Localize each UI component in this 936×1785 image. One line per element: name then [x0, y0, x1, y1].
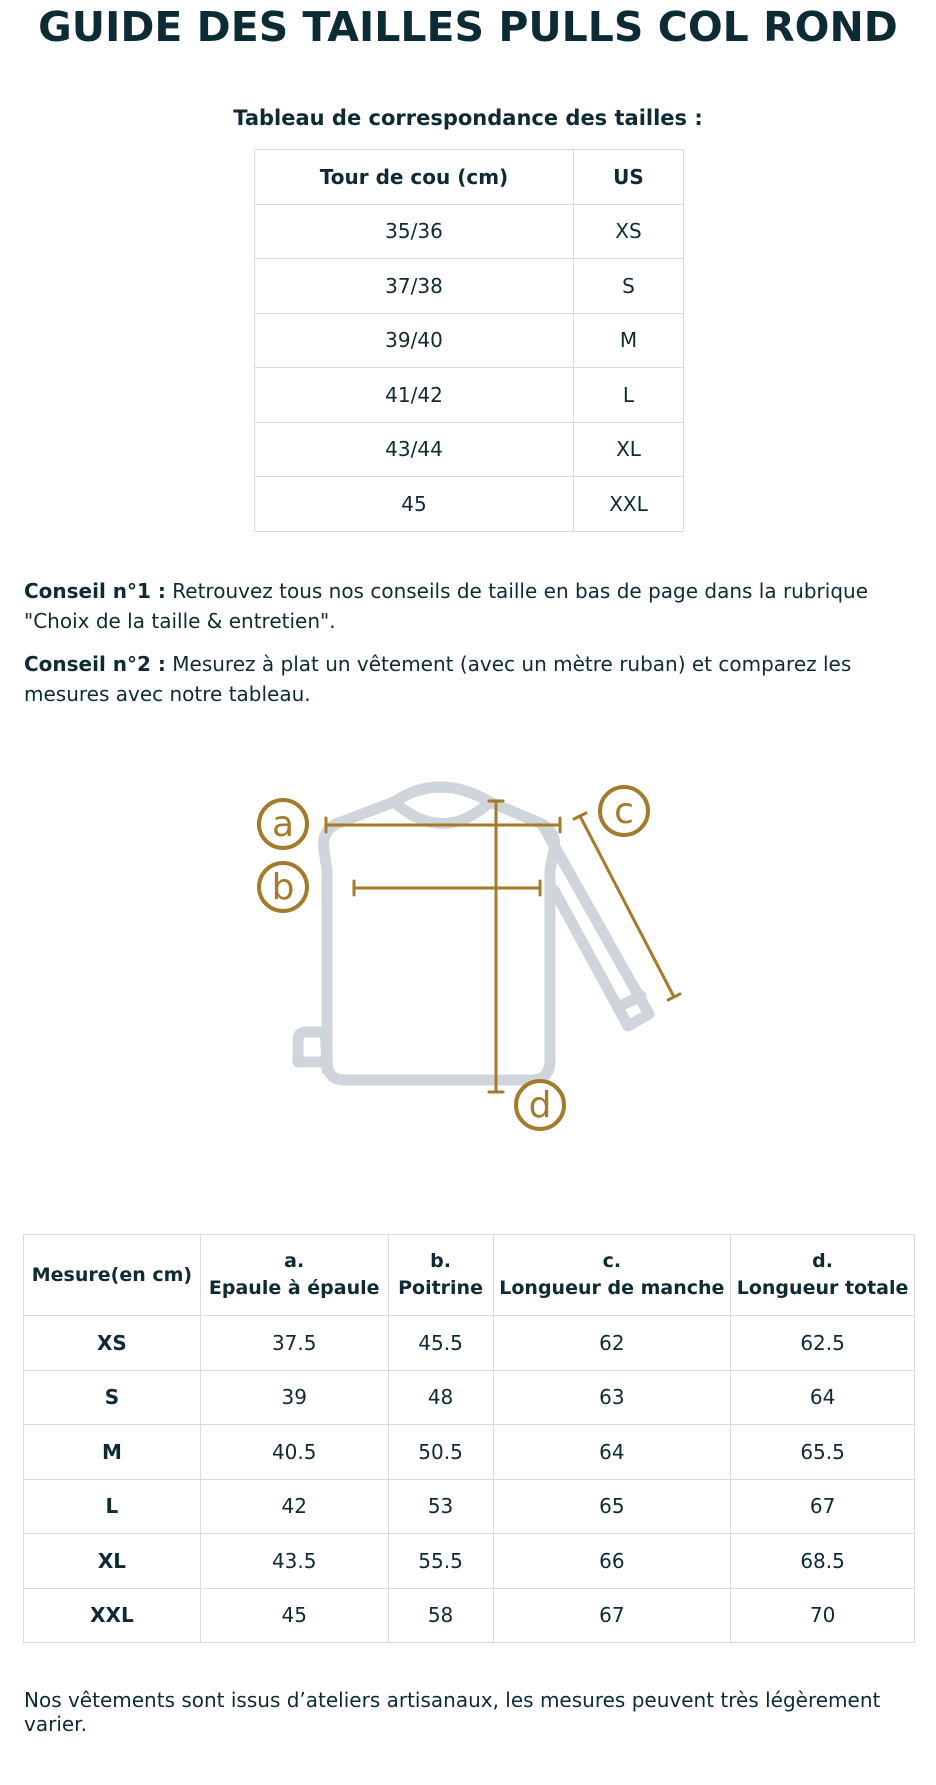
advice-2-label: Conseil n°2 : — [24, 652, 166, 676]
length-cell: 65.5 — [731, 1425, 915, 1480]
marker-b-icon — [259, 863, 307, 911]
table-row — [255, 368, 684, 423]
advice-2 — [24, 649, 914, 709]
header-shoulder: a. Epaule à épaule — [200, 1235, 388, 1316]
length-cell: 70 — [731, 1588, 915, 1643]
marker-c-label: c — [614, 791, 634, 832]
sweater-outline-icon — [298, 787, 649, 1080]
sleeve-cell: 62 — [493, 1316, 731, 1371]
us-value: M — [574, 313, 684, 368]
shoulder-cell: 40.5 — [200, 1425, 388, 1480]
sweater-measurement-diagram — [254, 770, 684, 1140]
table-header-row — [255, 150, 684, 205]
advice-1 — [24, 576, 914, 636]
shoulder-cell: 39 — [200, 1370, 388, 1425]
table-row — [255, 313, 684, 368]
marker-a-icon — [259, 800, 307, 848]
neck-value: 39/40 — [255, 313, 574, 368]
marker-c-icon — [600, 787, 648, 835]
chest-cell: 50.5 — [388, 1425, 493, 1480]
table-row — [24, 1588, 915, 1643]
chest-cell: 53 — [388, 1479, 493, 1534]
neck-value: 37/38 — [255, 259, 574, 314]
table-row — [24, 1316, 915, 1371]
header-neck: Tour de cou (cm) — [255, 150, 574, 205]
size-cell: S — [24, 1370, 201, 1425]
marker-d-icon — [516, 1081, 564, 1129]
size-cell: XS — [24, 1316, 201, 1371]
sleeve-cell: 64 — [493, 1425, 731, 1480]
sleeve-cell: 63 — [493, 1370, 731, 1425]
chest-cell: 58 — [388, 1588, 493, 1643]
size-cell: L — [24, 1479, 201, 1534]
advice-1-label: Conseil n°1 : — [24, 579, 166, 603]
table-row — [255, 422, 684, 477]
table-row — [24, 1534, 915, 1589]
us-value: L — [574, 368, 684, 423]
page-title: GUIDE DES TAILLES PULLS COL ROND — [38, 3, 898, 51]
shoulder-cell: 45 — [200, 1588, 388, 1643]
header-measure: Mesure(en cm) — [24, 1235, 201, 1316]
header-chest: b. Poitrine — [388, 1235, 493, 1316]
length-cell: 62.5 — [731, 1316, 915, 1371]
marker-d-label: d — [528, 1085, 552, 1126]
us-value: XS — [574, 204, 684, 259]
neck-value: 35/36 — [255, 204, 574, 259]
chest-cell: 55.5 — [388, 1534, 493, 1589]
us-value: XL — [574, 422, 684, 477]
correspondence-table — [254, 149, 684, 532]
neck-value: 41/42 — [255, 368, 574, 423]
length-cell: 64 — [731, 1370, 915, 1425]
header-us: US — [574, 150, 684, 205]
size-cell: M — [24, 1425, 201, 1480]
neck-value: 43/44 — [255, 422, 574, 477]
length-cell: 68.5 — [731, 1534, 915, 1589]
chest-cell: 48 — [388, 1370, 493, 1425]
table-row — [255, 204, 684, 259]
shoulder-cell: 43.5 — [200, 1534, 388, 1589]
neck-value: 45 — [255, 477, 574, 532]
footer-note: Nos vêtements sont issus d’ateliers artisanaux, les mesures peuvent très légèrement varier. — [24, 1688, 881, 1736]
table-row — [255, 259, 684, 314]
advice-1-text: Retrouvez tous nos conseils de taille en bas de page dans la rubrique "Choix de la taille & entretien". — [24, 579, 869, 633]
table-row — [24, 1425, 915, 1480]
sleeve-cell: 65 — [493, 1479, 731, 1534]
table-header-row — [24, 1235, 915, 1316]
measurement-table — [23, 1234, 915, 1643]
marker-a-label: a — [271, 804, 295, 845]
shoulder-cell: 42 — [200, 1479, 388, 1534]
correspondence-title: Tableau de correspondance des tailles : — [233, 106, 703, 130]
advice-2-text: Mesurez à plat un vêtement (avec un mètre ruban) et comparez les mesures avec notre tableau. — [24, 652, 852, 706]
table-row — [24, 1479, 915, 1534]
header-sleeve: c. Longueur de manche — [493, 1235, 731, 1316]
us-value: S — [574, 259, 684, 314]
size-cell: XL — [24, 1534, 201, 1589]
sleeve-cell: 67 — [493, 1588, 731, 1643]
measure-lines — [326, 801, 680, 1092]
us-value: XXL — [574, 477, 684, 532]
shoulder-cell: 37.5 — [200, 1316, 388, 1371]
sleeve-cell: 66 — [493, 1534, 731, 1589]
marker-b-label: b — [271, 867, 295, 908]
table-row — [24, 1370, 915, 1425]
length-cell: 67 — [731, 1479, 915, 1534]
size-cell: XXL — [24, 1588, 201, 1643]
chest-cell: 45.5 — [388, 1316, 493, 1371]
header-length: d. Longueur totale — [731, 1235, 915, 1316]
table-row — [255, 477, 684, 532]
